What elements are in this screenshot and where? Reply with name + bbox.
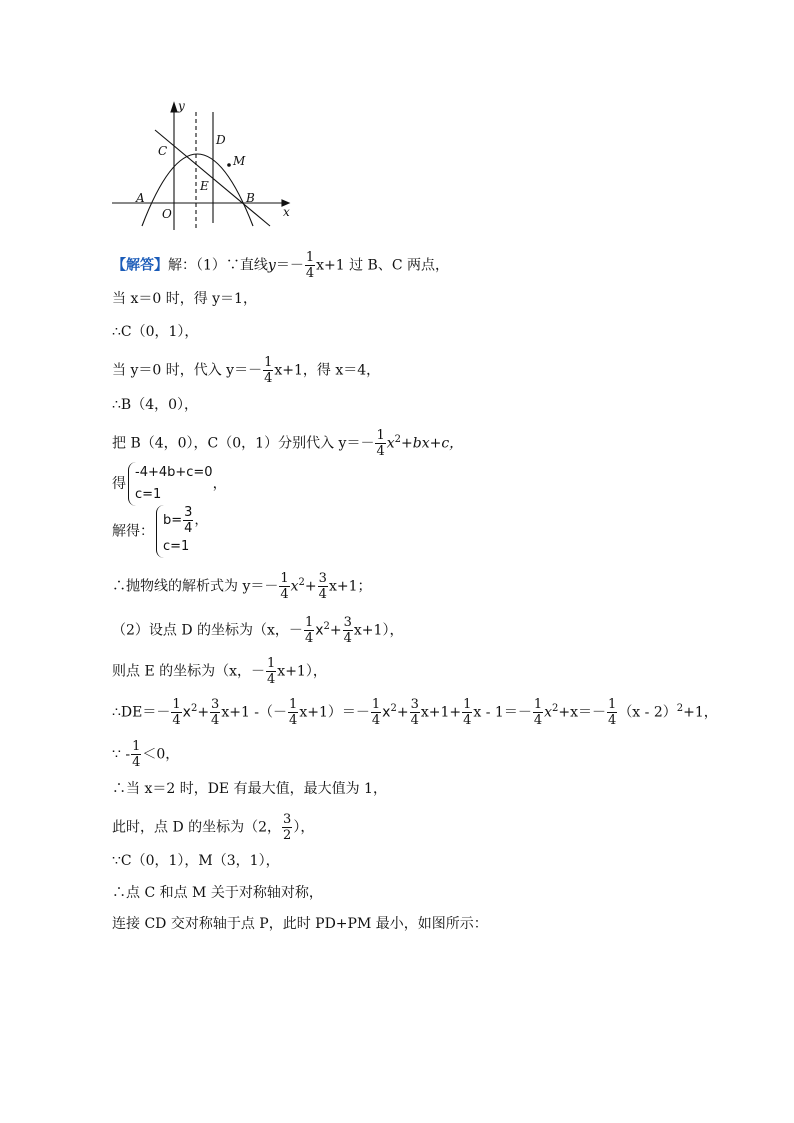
solution-line-1: 【解答】解：（1）∵直线y＝－ $\frac{1}{4}$ x+1 过 B、C 两点， [112,250,450,281]
solution-line-3: ∴C（0，1）， [112,324,199,340]
label-x: x [283,205,290,219]
fraction: $\frac{1}{4}$ [376,428,385,459]
label-c: C [158,144,168,158]
solution-line-16: ∵C（0，1），M（3，1）， [112,853,280,869]
solution-line-17: ∴点 C 和点 M 关于对称轴对称， [112,885,323,901]
label-d: D [216,133,226,147]
solution-system: b= $\frac{3}{4}$ ， c=1 [156,505,207,558]
fraction: $\frac{1}{4}$ [305,250,315,281]
solution-line-14: ∴当 x＝2 时，DE 有最大值，最大值为 1， [112,781,387,797]
label-m: M [233,154,246,168]
solution-line-15: 此时，点 D 的坐标为（2， $\frac{3}{2}$ ）， [112,812,315,843]
solution-line-2: 当 x＝0 时，得 y＝1， [112,291,257,307]
answer-tag: 【解答】 [112,257,168,274]
label-a: A [136,191,145,205]
label-y: y [178,99,185,113]
solution-line-6: 把 B（4，0），C（0，1）分别代入 y＝－ $\frac{1}{4}$ $x^2+bx+c$， [112,428,464,459]
solution-line-13: ∵ - $\frac{1}{4}$ ＜0， [112,739,180,770]
label-o: O [162,207,172,221]
parabola-figure [112,98,302,233]
label-b: B [246,191,255,205]
solution-line-5: ∴B（4，0）， [112,397,199,413]
point-m [227,163,231,167]
solution-line-9: ∴抛物线的解析式为 y＝－ $\frac{1}{4}$ $x^2+$ $\frac{3}{4}$ x+1； [112,571,372,602]
solution-line-7: 得 -4+4b+c=0 c=1 ， [112,462,227,506]
equation-system: -4+4b+c=0 c=1 [128,462,213,506]
label-e: E [200,179,209,193]
y-axis-arrow [171,103,177,112]
solution-line-8: 解得： b= $\frac{3}{4}$ ， c=1 [112,505,207,558]
solution-line-10: （2）设点 D 的坐标为（x，－ $\frac{1}{4}$ $x^2+$ $\frac{3}{4}$ x+1）， [112,615,404,646]
solution-line-4: 当 y＝0 时，代入 y＝－ $\frac{1}{4}$ x+1，得 x＝4， [112,355,381,386]
fraction: $\frac{1}{4}$ [264,355,273,386]
solution-line-18: 连接 CD 交对称轴于点 P，此时 PD+PM 最小，如图所示： [112,916,488,932]
solution-line-11: 则点 E 的坐标为（x，－ $\frac{1}{4}$ x+1）， [112,656,327,687]
solution-line-12: ∴DE＝－ $\frac{1}{4}$ $x^2+$ $\frac{3}{4}$ x+1 -（－ $\frac{1}{4}$ x+1）＝－ $\frac{1}{4}$ $x^2+$ $\frac{3}{4}$ x+1+ $\frac{1}{4}$ x - 1＝－ $\frac{1}{4}$ $x^2+x=-$ $\frac{1}{4}$ （x - 2）$^2$+1， [112,697,718,728]
